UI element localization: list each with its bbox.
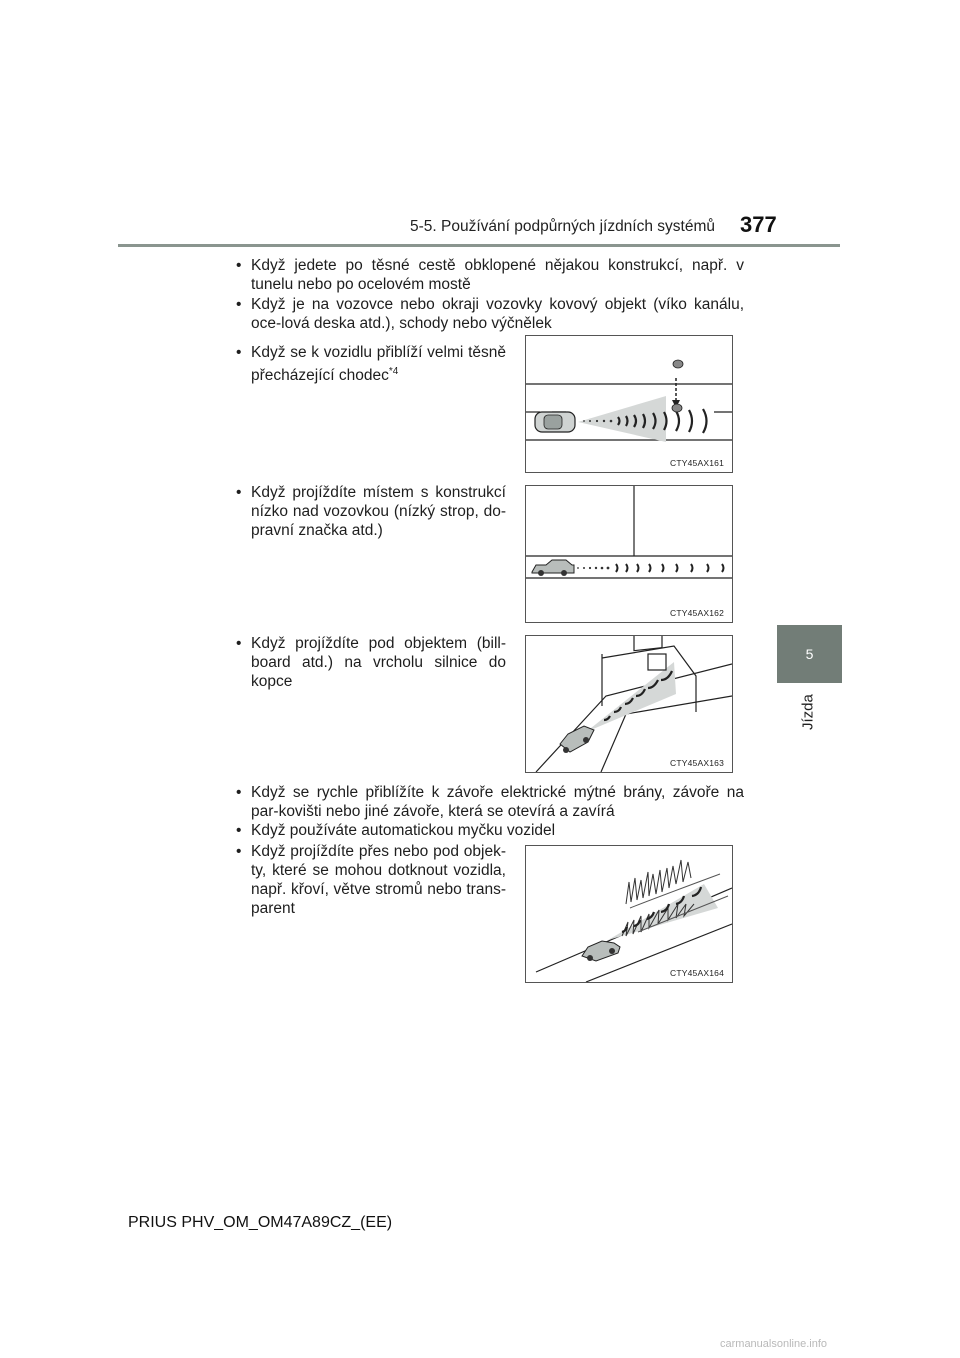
figure-pedestrian <box>525 335 733 473</box>
bullet-dot: • <box>236 635 242 652</box>
pedestrian-illustration <box>526 336 732 472</box>
chapter-number: 5 <box>805 646 814 662</box>
figure-low-structure <box>525 485 733 623</box>
list-item <box>236 483 506 540</box>
header-rule <box>118 244 840 247</box>
car-icon <box>535 412 575 432</box>
billboard-illustration <box>526 636 732 772</box>
pedestrian-icon <box>672 360 683 412</box>
car-icon <box>560 726 594 753</box>
figure-code: CTY45AX164 <box>670 968 724 978</box>
list-item-text: Když projíždíte pod objektem (bill-board atd.) na vrcholu silnice do kopce <box>251 635 506 690</box>
list-item-text: Když se rychle přiblížíte k závoře elektrické mýtné brány, závoře na par-kovišti nebo jiné závoře, která se otevírá a zavírá <box>251 784 744 820</box>
figure-code: CTY45AX161 <box>670 458 724 468</box>
bushes-illustration <box>526 846 732 982</box>
car-icon <box>582 941 620 961</box>
list-item <box>236 295 744 333</box>
list-item <box>236 343 506 385</box>
page-number: 377 <box>740 212 777 237</box>
list-item-text: Když používáte automatickou myčku vozidel <box>251 822 556 839</box>
car-icon <box>532 560 574 576</box>
watermark: carmanualsonline.info <box>720 1338 828 1350</box>
bullet-dot: • <box>236 822 242 839</box>
bullet-dot: • <box>236 484 242 501</box>
bullet-dot: • <box>236 344 242 361</box>
figure-billboard <box>525 635 733 773</box>
list-item <box>236 256 744 294</box>
list-item-text: Když je na vozovce nebo okraji vozovky kovový objekt (víko kanálu, oce-lová deska atd.), schody nebo výčnělek <box>251 296 744 332</box>
list-item-text: Když projíždíte přes nebo pod objek-ty, které se mohou dotknout vozidla, např. křoví, větve stromů nebo trans-parent <box>251 843 506 917</box>
list-item-text: Když projíždíte místem s konstrukcí nízko nad vozovkou (nízký strop, do-pravní značka atd.) <box>251 484 506 539</box>
bullet-dot: • <box>236 296 242 313</box>
footnote-mark: *4 <box>388 366 399 377</box>
list-item <box>236 821 744 840</box>
document-id: PRIUS PHV_OM_OM47A89CZ_(EE) <box>128 1214 393 1231</box>
list-item <box>236 842 506 918</box>
figure-code: CTY45AX162 <box>670 608 724 618</box>
section-title: 5-5. Používání podpůrných jízdních systémů <box>410 218 715 235</box>
list-item-text: Když se k vozidlu přiblíží velmi těsně přecházející chodec <box>251 344 506 385</box>
chapter-label: Jízda <box>799 694 817 730</box>
list-item <box>236 634 506 691</box>
figure-code: CTY45AX163 <box>670 758 724 768</box>
list-item-text: Když jedete po těsné cestě obklopené nějakou konstrukcí, např. v tunelu nebo po ocelovém mostě <box>251 257 744 293</box>
low-structure-illustration <box>526 486 732 622</box>
chapter-tab[interactable] <box>777 625 842 683</box>
list-item <box>236 783 744 821</box>
bullet-dot: • <box>236 257 242 274</box>
figure-bushes <box>525 845 733 983</box>
bullet-dot: • <box>236 843 242 860</box>
bullet-dot: • <box>236 784 242 801</box>
